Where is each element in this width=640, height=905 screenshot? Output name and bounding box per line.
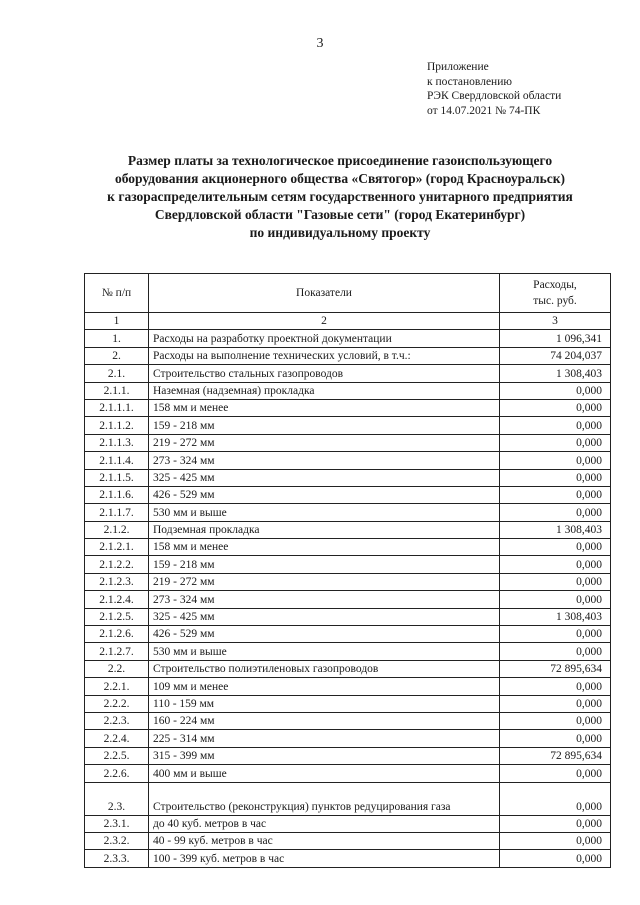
row-indicator: 225 - 314 мм xyxy=(149,730,500,747)
row-indicator: 40 - 99 куб. метров в час xyxy=(149,832,500,849)
row-number: 2.1.2.3. xyxy=(85,573,149,590)
table-row xyxy=(85,712,611,729)
row-number: 2.1.2.7. xyxy=(85,643,149,660)
table-row xyxy=(85,399,611,416)
page-number: 3 xyxy=(316,36,324,51)
index-cell: 2 xyxy=(149,313,500,330)
header-value-line1: Расходы, xyxy=(533,279,577,291)
row-value: 0,000 xyxy=(500,643,611,660)
row-value: 0,000 xyxy=(500,504,611,521)
row-indicator: 273 - 324 мм xyxy=(149,591,500,608)
table-row xyxy=(85,434,611,451)
row-indicator: Расходы на разработку проектной документации xyxy=(149,330,500,347)
index-cell: 3 xyxy=(500,313,611,330)
table-row xyxy=(85,486,611,503)
row-number: 2.1.2.1. xyxy=(85,539,149,556)
table-row xyxy=(85,504,611,521)
row-number: 2.1.1.1. xyxy=(85,399,149,416)
row-number: 2.1.2.2. xyxy=(85,556,149,573)
header-indicator: Показатели xyxy=(149,274,500,313)
row-number: 2.1.2.4. xyxy=(85,591,149,608)
row-value: 0,000 xyxy=(500,486,611,503)
row-indicator: Строительство стальных газопроводов xyxy=(149,365,500,382)
table-row xyxy=(85,626,611,643)
row-number: 2.2.2. xyxy=(85,695,149,712)
row-indicator: 530 мм и выше xyxy=(149,504,500,521)
row-number: 2. xyxy=(85,347,149,364)
row-indicator: 400 мм и выше xyxy=(149,765,500,782)
header-value xyxy=(500,274,611,313)
table-row xyxy=(85,832,611,849)
row-number: 1. xyxy=(85,330,149,347)
row-indicator: 158 мм и менее xyxy=(149,399,500,416)
appendix-block xyxy=(427,60,561,118)
row-value: 0,000 xyxy=(500,417,611,434)
row-number: 2.1.1.7. xyxy=(85,504,149,521)
row-indicator: 273 - 324 мм xyxy=(149,452,500,469)
row-value: 72 895,634 xyxy=(500,747,611,764)
row-indicator: Подземная прокладка xyxy=(149,521,500,538)
table-row xyxy=(85,330,611,347)
table-row xyxy=(85,782,611,815)
table-row xyxy=(85,382,611,399)
title-line: Свердловской области "Газовые сети" (город Екатеринбург) xyxy=(154,207,526,222)
appendix-line: к постановлению xyxy=(427,75,512,88)
table-row xyxy=(85,573,611,590)
row-indicator: 159 - 218 мм xyxy=(149,417,500,434)
table-row xyxy=(85,417,611,434)
title-line: оборудования акционерного общества «Святогор» (город Красноуральск) xyxy=(114,171,566,186)
row-value: 0,000 xyxy=(500,782,611,815)
row-value: 72 895,634 xyxy=(500,660,611,677)
row-number: 2.3. xyxy=(85,782,149,815)
row-number: 2.1.1.4. xyxy=(85,452,149,469)
row-value: 0,000 xyxy=(500,712,611,729)
row-indicator: 219 - 272 мм xyxy=(149,434,500,451)
row-indicator: 426 - 529 мм xyxy=(149,626,500,643)
row-value: 1 308,403 xyxy=(500,521,611,538)
appendix-line: от 14.07.2021 № 74-ПК xyxy=(427,104,541,117)
row-indicator: 219 - 272 мм xyxy=(149,573,500,590)
row-number: 2.1.2.5. xyxy=(85,608,149,625)
row-number: 2.2.4. xyxy=(85,730,149,747)
row-value: 1 308,403 xyxy=(500,608,611,625)
appendix-line: Приложение xyxy=(427,61,489,73)
row-number: 2.1.1. xyxy=(85,382,149,399)
row-number: 2.2.5. xyxy=(85,747,149,764)
row-indicator: Расходы на выполнение технических условий, в т.ч.: xyxy=(149,347,500,364)
row-number: 2.1.1.2. xyxy=(85,417,149,434)
row-indicator: 160 - 224 мм xyxy=(149,712,500,729)
row-value: 74 204,037 xyxy=(500,347,611,364)
table-row xyxy=(85,815,611,832)
title-line: Размер платы за технологическое присоединение газоиспользующего xyxy=(127,153,553,168)
row-indicator: 530 мм и выше xyxy=(149,643,500,660)
table-row xyxy=(85,469,611,486)
table-row xyxy=(85,556,611,573)
row-number: 2.2.1. xyxy=(85,678,149,695)
table-row xyxy=(85,643,611,660)
row-indicator: 325 - 425 мм xyxy=(149,469,500,486)
row-indicator: 159 - 218 мм xyxy=(149,556,500,573)
row-value: 0,000 xyxy=(500,695,611,712)
row-number: 2.1.1.5. xyxy=(85,469,149,486)
row-indicator: 109 мм и менее xyxy=(149,678,500,695)
table-header-row xyxy=(85,274,611,313)
row-value: 0,000 xyxy=(500,591,611,608)
table-row xyxy=(85,747,611,764)
row-indicator: Строительство (реконструкция) пунктов редуцирования газа xyxy=(149,782,500,815)
table-row xyxy=(85,452,611,469)
title-line: по индивидуальному проекту xyxy=(249,225,431,240)
row-value: 0,000 xyxy=(500,832,611,849)
row-value: 0,000 xyxy=(500,815,611,832)
row-indicator: Строительство полиэтиленовых газопроводов xyxy=(149,660,500,677)
table-row xyxy=(85,521,611,538)
row-value: 0,000 xyxy=(500,765,611,782)
row-value: 0,000 xyxy=(500,452,611,469)
row-value: 0,000 xyxy=(500,469,611,486)
table-row xyxy=(85,678,611,695)
row-number: 2.3.2. xyxy=(85,832,149,849)
row-value: 0,000 xyxy=(500,399,611,416)
table-row xyxy=(85,608,611,625)
table-row xyxy=(85,660,611,677)
table-row xyxy=(85,539,611,556)
row-number: 2.1.2. xyxy=(85,521,149,538)
row-number: 2.1. xyxy=(85,365,149,382)
row-number: 2.1.2.6. xyxy=(85,626,149,643)
row-value: 0,000 xyxy=(500,573,611,590)
row-value: 0,000 xyxy=(500,626,611,643)
cost-table xyxy=(84,273,611,868)
row-indicator: Наземная (надземная) прокладка xyxy=(149,382,500,399)
table-index-row xyxy=(85,313,611,330)
row-number: 2.2. xyxy=(85,660,149,677)
table-row xyxy=(85,765,611,782)
appendix-line: РЭК Свердловской области xyxy=(427,90,562,102)
row-number: 2.3.3. xyxy=(85,850,149,867)
row-number: 2.2.6. xyxy=(85,765,149,782)
row-value: 0,000 xyxy=(500,382,611,399)
index-cell: 1 xyxy=(85,313,149,330)
row-number: 2.1.1.6. xyxy=(85,486,149,503)
row-value: 0,000 xyxy=(500,850,611,867)
row-indicator: до 40 куб. метров в час xyxy=(149,815,500,832)
table-row xyxy=(85,695,611,712)
table-row xyxy=(85,730,611,747)
row-value: 0,000 xyxy=(500,434,611,451)
row-value: 0,000 xyxy=(500,678,611,695)
row-indicator: 315 - 399 мм xyxy=(149,747,500,764)
title-line: к газораспределительным сетям государственного унитарного предприятия xyxy=(107,189,573,204)
row-value: 0,000 xyxy=(500,539,611,556)
document-title xyxy=(60,152,620,242)
row-number: 2.1.1.3. xyxy=(85,434,149,451)
row-value: 0,000 xyxy=(500,556,611,573)
row-value: 0,000 xyxy=(500,730,611,747)
row-indicator: 110 - 159 мм xyxy=(149,695,500,712)
table-row xyxy=(85,347,611,364)
header-value-line2: тыс. руб. xyxy=(533,295,577,307)
table-row xyxy=(85,365,611,382)
row-indicator: 426 - 529 мм xyxy=(149,486,500,503)
row-indicator: 100 - 399 куб. метров в час xyxy=(149,850,500,867)
table-row xyxy=(85,591,611,608)
row-indicator: 325 - 425 мм xyxy=(149,608,500,625)
row-number: 2.3.1. xyxy=(85,815,149,832)
row-number: 2.2.3. xyxy=(85,712,149,729)
row-value: 1 096,341 xyxy=(500,330,611,347)
table-row xyxy=(85,850,611,867)
row-indicator: 158 мм и менее xyxy=(149,539,500,556)
header-num: № п/п xyxy=(85,274,149,313)
row-value: 1 308,403 xyxy=(500,365,611,382)
